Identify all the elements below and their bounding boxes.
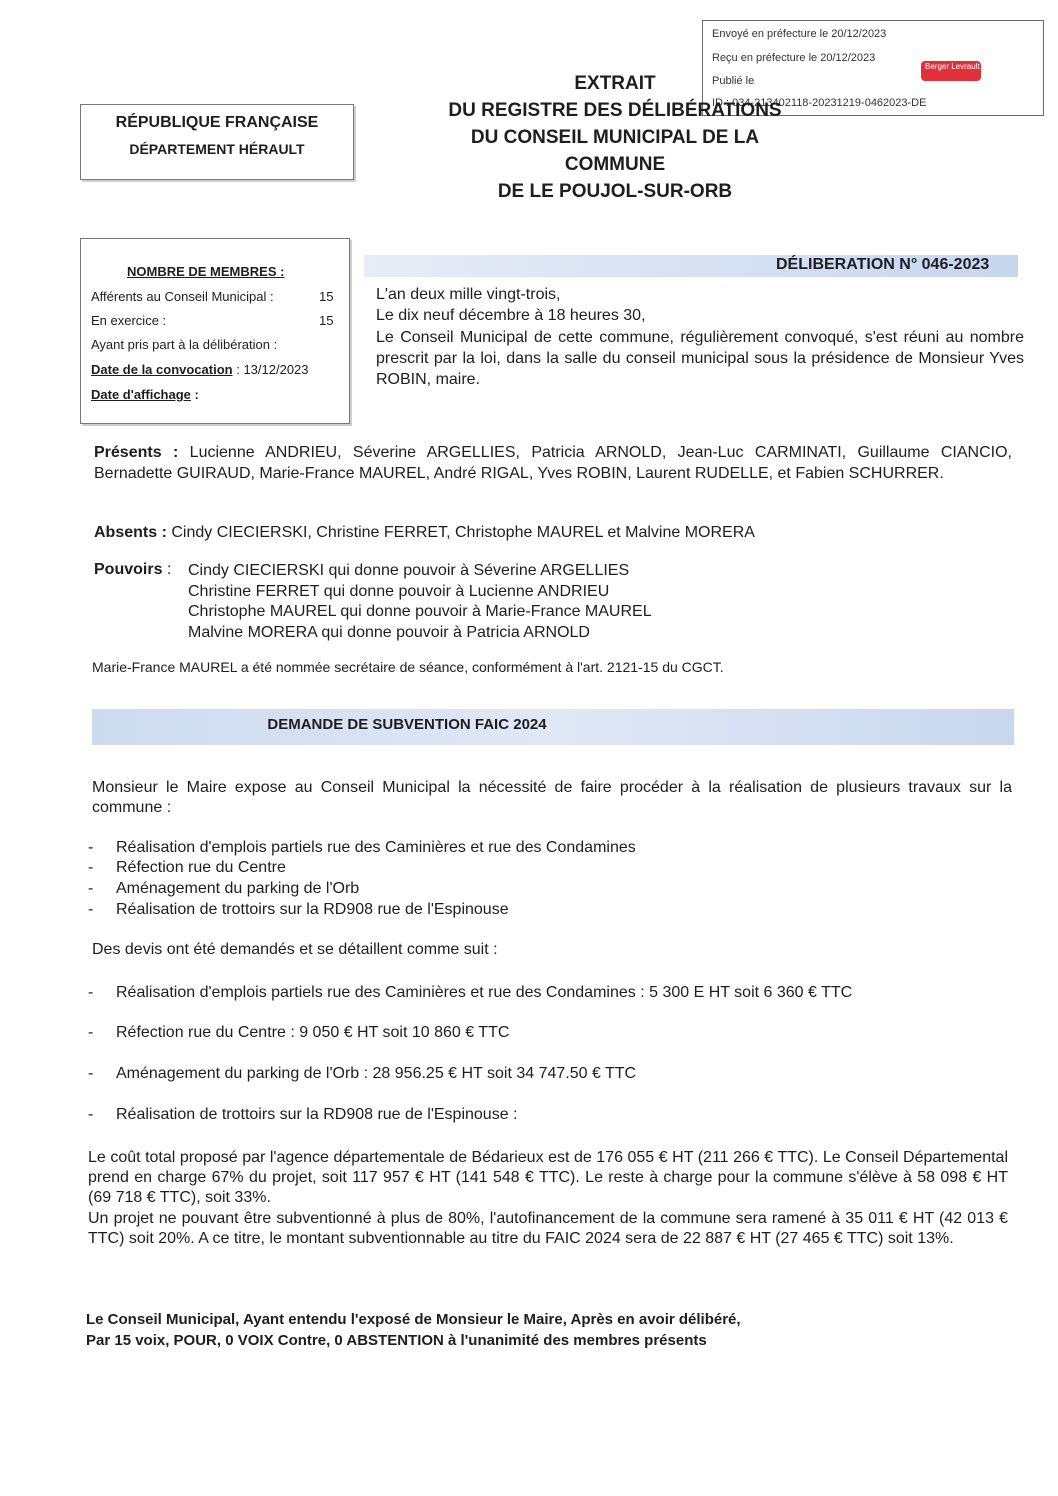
pouvoirs-sep: : [166, 561, 172, 578]
stamp-published: Publié le [712, 75, 755, 87]
conclusion-line-1: Le Conseil Municipal, Ayant entendu l'exposé de Monsieur le Maire, Après en avoir délibéré, [86, 1311, 741, 1328]
subject-title: DEMANDE DE SUBVENTION FAIC 2024 [267, 716, 547, 733]
devis-intro: Des devis ont été demandés et se détaillent comme suit : [92, 941, 498, 958]
afferents-label: Afférents au Conseil Municipal : [91, 289, 274, 304]
cost-paragraph-2: Un projet ne pouvant être subventionné à plus de 80%, l'autofinancement de la commune sera ramené à 35 011 € HT (42 013 € TTC) soit 20%. A ce titre, le montant subventionnable au titre du FAIC 2024 sera de 22 887 € HT (27 465 € TTC) soit 13%. [88, 1210, 1008, 1247]
list-dash: - [88, 880, 94, 897]
intro-convocation: Le Conseil Municipal de cette commune, régulièrement convoqué, s'est réuni au nombre prescrit par la loi, dans la salle du conseil municipal sous la présidence de Monsieur Yves ROBIN, maire. [376, 329, 1024, 388]
conclusion-line-2: Par 15 voix, POUR, 0 VOIX Contre, 0 ABSTENTION à l'unanimité des membres présents [86, 1332, 707, 1349]
pouvoirs-row [94, 561, 171, 579]
list-dash: - [88, 1106, 94, 1123]
department-title: DÉPARTEMENT HÉRAULT [129, 141, 305, 157]
work-item: Réalisation de trottoirs sur la RD908 rue de l'Espinouse [116, 901, 509, 918]
stamp-received: Reçu en préfecture le 20/12/2023 [712, 52, 876, 64]
afferents-value: 15 [319, 289, 334, 304]
title-line-3: DU CONSEIL MUNICIPAL DE LA [470, 127, 760, 148]
devis-item: Réalisation d'emplois partiels rue des Caminières et rue des Condamines : 5 300 E HT soit 6 360 € TTC [116, 984, 853, 1001]
list-dash: - [88, 1024, 94, 1041]
document-title [400, 70, 830, 205]
devis-item: Aménagement du parking de l'Orb : 28 956.25 € HT soit 34 747.50 € TTC [116, 1065, 637, 1082]
list-dash: - [88, 839, 94, 856]
intro-date: Le dix neuf décembre à 18 heures 30, [376, 307, 646, 324]
intro-year: L'an deux mille vingt-trois, [376, 286, 561, 303]
deliberation-number: DÉLIBERATION N° 046-2023 [776, 256, 990, 273]
presents-label: Présents : [94, 444, 179, 461]
title-line-2: DU REGISTRE DES DÉLIBÉRATIONS [448, 100, 782, 121]
pouvoir-item: Christophe MAUREL qui donne pouvoir à Marie-France MAUREL [188, 603, 652, 620]
work-item: Réalisation d'emplois partiels rue des Caminières et rue des Condamines [116, 839, 636, 856]
list-dash: - [88, 1065, 94, 1082]
convocation-row [91, 362, 309, 377]
republic-box [80, 104, 354, 180]
republic-title: RÉPUBLIQUE FRANÇAISE [115, 114, 319, 131]
title-line-5: DE LE POUJOL-SUR-ORB [497, 181, 733, 202]
secretary-line: Marie-France MAUREL a été nommée secrétaire de séance, conformément à l'art. 2121-15 du CGCT. [92, 659, 724, 675]
exercice-label: En exercice : [91, 313, 167, 328]
pouvoir-item: Cindy CIECIERSKI qui donne pouvoir à Séverine ARGELLIES [188, 562, 630, 579]
expose-paragraph: Monsieur le Maire expose au Conseil Municipal la nécessité de faire procéder à la réalisation de plusieurs travaux sur la commune : [92, 779, 1012, 816]
work-item: Aménagement du parking de l'Orb [116, 880, 360, 897]
pouvoirs-label: Pouvoirs [94, 561, 163, 578]
ayant-label: Ayant pris part à la délibération : [91, 337, 278, 352]
pouvoir-item: Christine FERRET qui donne pouvoir à Lucienne ANDRIEU [188, 582, 610, 600]
list-dash: - [88, 901, 94, 918]
absents-list: Cindy CIECIERSKI, Christine FERRET, Christophe MAUREL et Malvine MORERA [171, 524, 755, 541]
devis-item: Réfection rue du Centre : 9 050 € HT soit 10 860 € TTC [116, 1024, 510, 1041]
presents-paragraph [94, 442, 1012, 484]
absents-paragraph [94, 524, 755, 542]
title-line-1: EXTRAIT [574, 73, 656, 94]
stamp-sent: Envoyé en préfecture le 20/12/2023 [712, 28, 887, 40]
convocation-value: : 13/12/2023 [236, 362, 309, 377]
pouvoirs-list [188, 561, 652, 643]
affichage-label: Date d'affichage [91, 387, 191, 402]
cost-paragraph-1: Le coût total proposé par l'agence départementale de Bédarieux est de 176 055 € HT (211 266 € TTC). Le Conseil Départemental prend en charge 67% du projet, soit 117 957 € HT (141 548 € TTC). Le reste à charge pour la commune s'élève à 58 098 € HT (69 718 € TTC), soit 33%. [88, 1149, 1008, 1206]
devis-item: Réalisation de trottoirs sur la RD908 rue de l'Espinouse : [116, 1106, 518, 1123]
list-dash: - [88, 984, 94, 1001]
berger-levrault-logo: Berger Levrault [921, 61, 981, 81]
work-item: Réfection rue du Centre [116, 859, 286, 876]
members-heading: NOMBRE DE MEMBRES : [127, 264, 285, 279]
title-line-4: COMMUNE [564, 154, 666, 175]
stamp-id: ID : 034-213402118-20231219-0462023-DE [712, 97, 927, 109]
absents-label: Absents : [94, 524, 167, 541]
affichage-row [91, 387, 199, 402]
affichage-sep: : [194, 387, 199, 402]
convocation-label: Date de la convocation [91, 362, 233, 377]
pouvoir-item: Malvine MORERA qui donne pouvoir à Patricia ARNOLD [188, 623, 590, 641]
list-dash: - [88, 859, 94, 876]
exercice-value: 15 [319, 313, 334, 328]
presents-list: Lucienne ANDRIEU, Séverine ARGELLIES, Patricia ARNOLD, Jean-Luc CARMINATI, Guillaume CIANCIO, Bernadette GUIRAUD, Marie-France MAUREL, André RIGAL, Yves ROBIN, Laurent RUDELLE, et Fabien SCHURRER. [94, 444, 1012, 482]
members-box [80, 238, 350, 424]
